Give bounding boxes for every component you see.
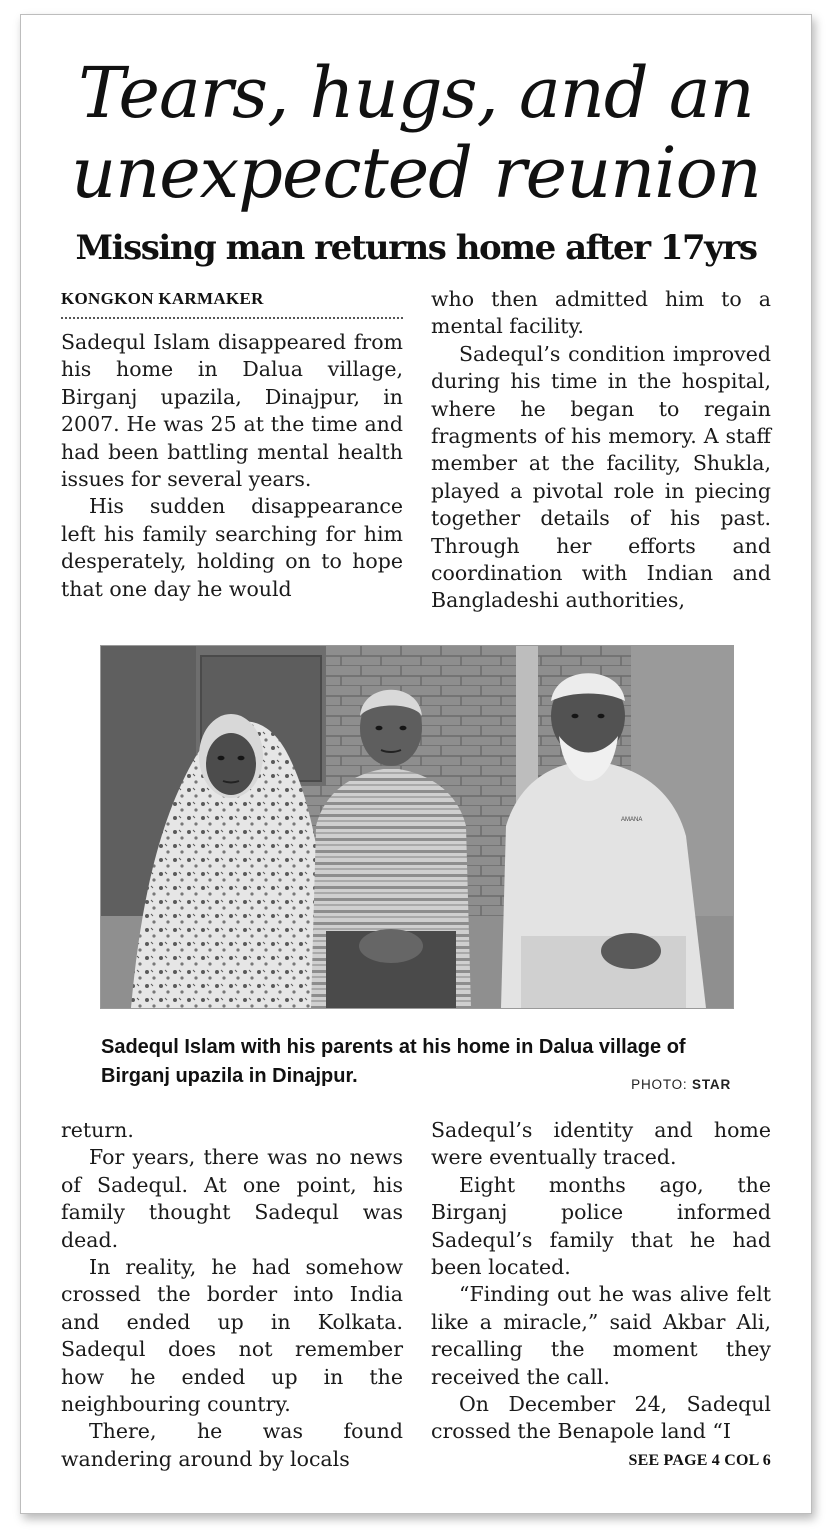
paragraph: On December 24, Sadequl crossed the Benapole land “I xyxy=(431,1392,771,1444)
paragraph: His sudden disappearance left his family searching for him desperately, holding on to hope that one day he would xyxy=(61,494,403,601)
byline-divider xyxy=(61,317,403,319)
newspaper-clipping xyxy=(20,14,812,1514)
paragraph: who then admitted him to a mental facility. xyxy=(431,287,771,339)
paragraph: Sadequl’s condition improved during his time in the hospital, where he began to regain fragments of his memory. A staff member at the facility, Shukla, played a pivotal role in piecing together details of his past. Through her efforts and coordination with Indian and Bangladeshi authorities, xyxy=(431,341,771,613)
photo-credit xyxy=(631,1077,731,1092)
byline: KONGKON KARMAKER xyxy=(61,289,264,308)
paragraph: “Finding out he was alive felt like a miracle,” said Akbar Ali, recalling the moment they received the call. xyxy=(431,1282,771,1389)
paragraph: Sadequl’s identity and home were eventually traced. xyxy=(431,1118,771,1170)
paragraph: return. xyxy=(61,1118,134,1142)
article-photo xyxy=(100,645,734,1009)
column-bottom-right xyxy=(431,1117,771,1446)
column-top-right xyxy=(431,286,771,615)
paragraph: Eight months ago, the Birganj police informed Sadequl’s family that he had been located. xyxy=(431,1172,771,1280)
paragraph: There, he was found wandering around by locals xyxy=(61,1419,403,1471)
subheadline: Missing man returns home after 17yrs xyxy=(75,228,757,268)
photo-illustration xyxy=(101,646,733,1008)
continued-on-page: SEE PAGE 4 COL 6 xyxy=(628,1452,771,1469)
headline-line-1: Tears, hugs, and an xyxy=(78,52,754,134)
paragraph: Sadequl Islam disappeared from his home in Dalua village, Birganj upazila, Dinajpur, in 2007. He was 25 at the time and had been battling mental health issues for several years. xyxy=(61,330,403,492)
paragraph: In reality, he had somehow crossed the border into India and ended up in Kolkata. Sadequl does not remember how he ended up in the neighbouring country. xyxy=(61,1255,403,1417)
column-bottom-left xyxy=(61,1117,403,1473)
headline-line-2: unexpected reunion xyxy=(71,132,761,214)
column-top-left xyxy=(61,287,403,603)
shirt-logo: AMANA xyxy=(621,817,643,823)
photo-credit-prefix: PHOTO: xyxy=(631,1077,688,1092)
photo-credit-source: STAR xyxy=(692,1077,731,1092)
headline xyxy=(21,53,811,213)
photo-caption: Sadequl Islam with his parents at his home in Dalua village of Birganj upazila in Dinajpur. xyxy=(101,1036,686,1087)
paragraph: For years, there was no news of Sadequl. At one point, his family thought Sadequl was dead. xyxy=(61,1145,403,1252)
